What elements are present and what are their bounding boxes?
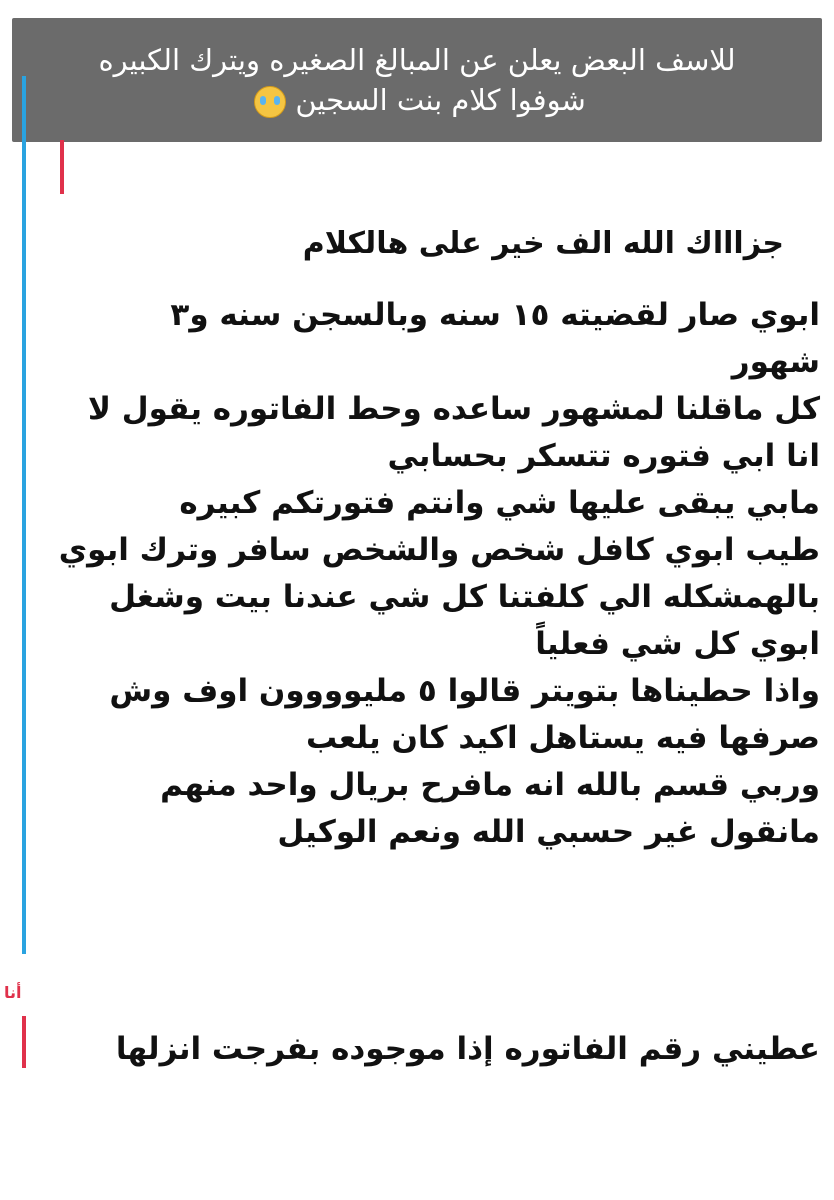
reply-line: بالهمشكله الي كلفتنا كل شي عندنا بيت وشغل [109,579,820,615]
reply-line: صرفها فيه يستاهل اكيد كان يلعب [306,720,820,756]
reply-line: شهور [731,344,820,380]
quoted-reply-body [40,292,820,856]
reply-greeting: جزاااك الله الف خير على هالكلام [302,226,784,261]
own-reply-marker [22,1016,26,1068]
sender-label: أنا [4,983,22,1002]
own-reply-text: عطيني رقم الفاتوره إذا موجوده بفرجت انزلها [115,1031,820,1067]
caption-line-2-wrap [248,80,586,120]
reply-line: انا ابي فتوره تتسكر بحسابي [387,438,820,474]
loudly-crying-face-icon [254,86,286,118]
caption-line-2: شوفوا كلام بنت السجين [295,83,586,117]
reply-line: مابي يبقى عليها شي وانتم فتورتكم كبيره [179,485,820,521]
thread-line [22,76,26,954]
reply-line: واذا حطيناها بتويتر قالوا ٥ مليوووون اوف وش [109,673,820,709]
reply-line: وربي قسم بالله انه مافرح بريال واحد منهم [160,767,820,803]
top-strip [0,0,834,18]
reply-line: كل ماقلنا لمشهور ساعده وحط الفاتوره يقول لا [87,391,820,427]
story-caption-banner [12,18,822,142]
quote-marker-top [60,140,64,194]
reply-line: مانقول غير حسبي الله ونعم الوكيل [277,814,820,850]
reply-line: طيب ابوي كافل شخص والشخص سافر وترك ابوي [58,532,820,568]
reply-line: ابوي كل شي فعلياً [535,626,820,662]
reply-line: ابوي صار لقضيته ١٥ سنه وبالسجن سنه و٣ [170,297,820,333]
caption-line-1: للاسف البعض يعلن عن المبالغ الصغيره ويترك الكبيره [98,43,736,77]
